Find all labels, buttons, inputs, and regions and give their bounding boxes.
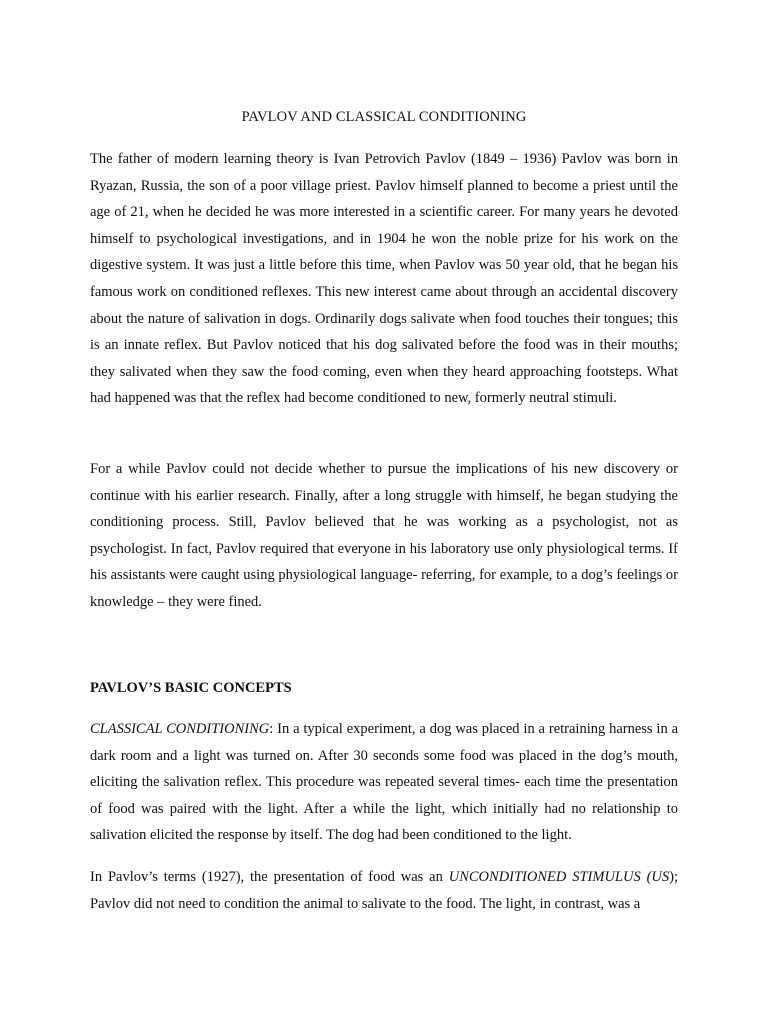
paragraph-classical-conditioning-text: : In a typical experiment, a dog was placed in a retraining harness in a dark room and a light was turned on. After 30 seconds some food was placed in the dog’s mouth, eliciting the salivation reflex. This procedure was repeated several times- each time the presentation of food was paired with the light. After a while the light, which initially had no relationship to salivation elicited the response by itself. The dog had been conditioned to the light. bbox=[90, 721, 679, 844]
paragraph-intro: The father of modern learning theory is Ivan Petrovich Pavlov (1849 – 1936) Pavlov was born in Ryazan, Russia, the son of a poor village priest. Pavlov himself planned to become a priest until the age of 21, when he decided he was more interested in a scientific career. For many years he devoted himself to psychological investigations, and in 1904 he won the noble prize for his work on the digestive system. It was just a little before this time, when Pavlov was 50 year old, that he began his famous work on conditioned reflexes. This new interest came about through an accidental discovery about the nature of salivation in dogs. Ordinarily dogs salivate when food touches their tongues; this is an innate reflex. But Pavlov noticed that his dog salivated before the food was in their mouths; they salivated when they saw the food coming, even when they heard approaching footsteps. What had happened was that the reflex had become conditioned to new, formerly neutral stimuli. bbox=[90, 151, 678, 407]
paragraph-us-text: ); Pavlov did not need to condition the animal to salivate to the food. The light, in contrast, was a bbox=[90, 869, 678, 912]
term-classical-conditioning: CLASSICAL CONDITIONING bbox=[90, 721, 270, 737]
section-heading: PAVLOV’S BASIC CONCEPTS bbox=[90, 680, 292, 696]
paragraph-classical-conditioning bbox=[90, 716, 678, 849]
paragraph-career-choice: For a while Pavlov could not decide whether to pursue the implications of his new discovery or continue with his earlier research. Finally, after a long struggle with himself, he began studying the conditioning process. Still, Pavlov believed that he was working as a psychologist, not as psychologist. In fact, Pavlov required that everyone in his laboratory use only physiological terms. If his assistants were caught using physiological language- referring, for example, to a dog’s feelings or knowledge – they were fined. bbox=[90, 461, 678, 610]
paragraph-unconditioned-stimulus bbox=[90, 864, 678, 917]
page-title: PAVLOV AND CLASSICAL CONDITIONING bbox=[241, 109, 527, 125]
term-unconditioned-stimulus: UNCONDITIONED STIMULUS (US bbox=[448, 869, 670, 885]
paragraph-us-lead: In Pavlov’s terms (1927), the presentation of food was an bbox=[90, 869, 449, 885]
